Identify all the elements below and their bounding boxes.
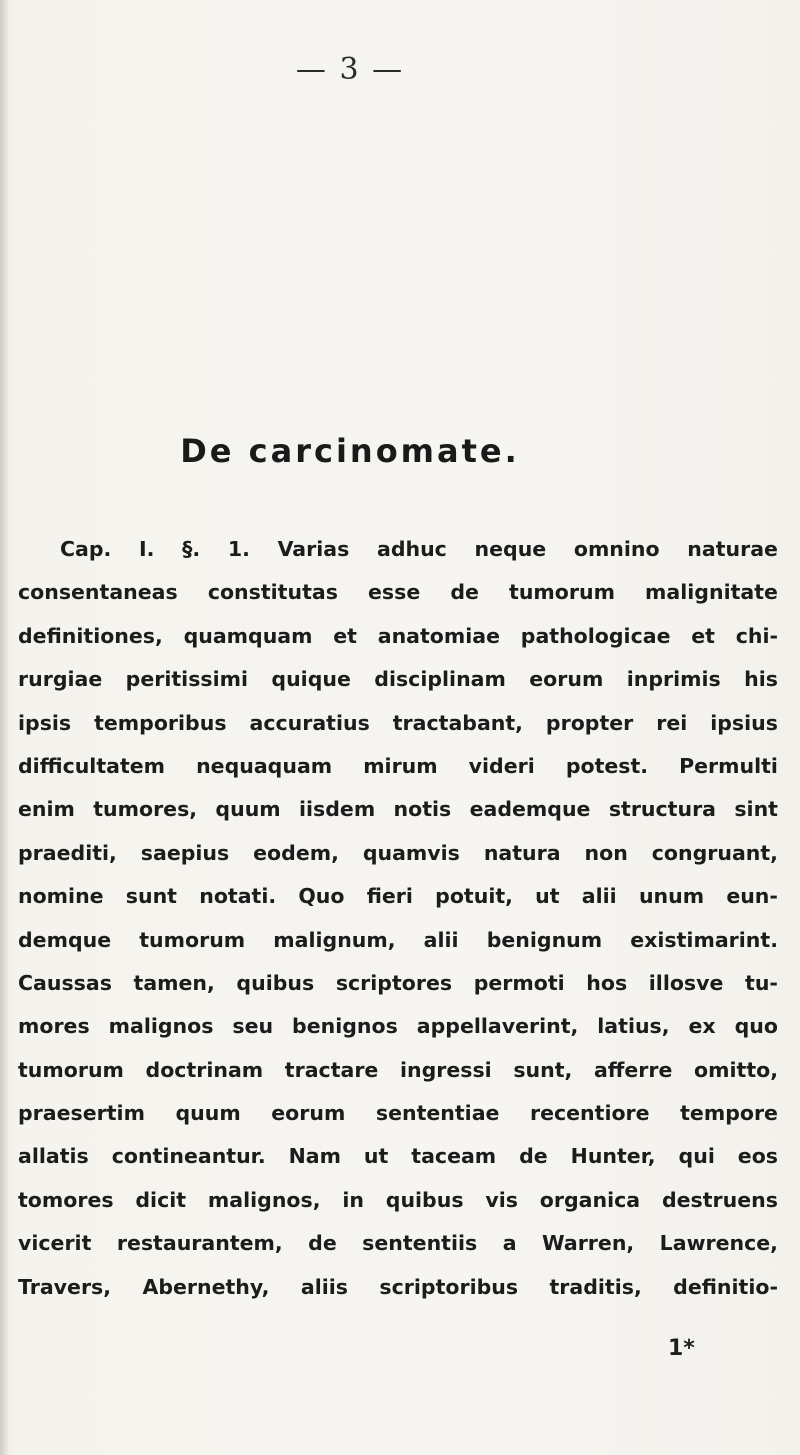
word: latius, — [597, 1014, 670, 1039]
page-number: — 3 — — [295, 52, 405, 87]
word: rurgiae — [18, 667, 103, 692]
word: quamvis — [362, 840, 460, 865]
word: recentiore — [529, 1101, 650, 1126]
word: potuit, — [435, 884, 513, 909]
text-line — [18, 1135, 778, 1178]
word: propter — [545, 710, 634, 735]
text-line — [18, 1266, 778, 1309]
word: in — [342, 1187, 364, 1212]
word: doctrinam — [145, 1057, 264, 1082]
word: tumorum — [18, 1057, 124, 1082]
word: chi- — [735, 623, 778, 648]
word: peritissimi — [125, 667, 249, 692]
word: restaurantem, — [116, 1231, 283, 1256]
word: omitto, — [694, 1057, 778, 1082]
word: scriptores — [335, 970, 453, 995]
word: naturae — [687, 537, 778, 561]
text-line — [18, 919, 778, 962]
word: existimarint. — [630, 927, 778, 952]
word: eorum — [529, 667, 604, 692]
word: vicerit — [18, 1231, 92, 1256]
word: Quo — [298, 884, 345, 909]
word: quibus — [385, 1187, 464, 1212]
word: omnino — [573, 537, 660, 561]
word: accuratius — [249, 710, 370, 735]
word: eodem, — [253, 840, 339, 865]
word: contineantur. — [111, 1144, 266, 1169]
word: quibus — [236, 970, 315, 995]
word: Hunter, — [570, 1144, 656, 1169]
word: tumorum — [509, 580, 615, 605]
word: tractabant, — [392, 710, 523, 735]
word: sunt — [125, 884, 177, 909]
word: Varias — [277, 537, 350, 561]
signature-mark: 1* — [668, 1336, 695, 1361]
word: malignum, — [273, 927, 396, 952]
text-line — [18, 658, 778, 701]
word: illosve — [648, 970, 724, 995]
text-line — [18, 1179, 778, 1222]
word: tu- — [745, 970, 778, 995]
word: a — [502, 1231, 517, 1256]
word: notis — [393, 797, 452, 822]
text-line — [18, 702, 778, 745]
word: eademque — [469, 797, 591, 822]
word: ipsis — [18, 710, 72, 735]
word: anatomiae — [377, 623, 501, 648]
text-line — [18, 1222, 778, 1265]
word: Warren, — [541, 1231, 635, 1256]
word: nequaquam — [196, 753, 333, 778]
word: pathologicae — [520, 623, 671, 648]
word: Lawrence, — [659, 1231, 778, 1256]
text-line — [18, 1049, 778, 1092]
word: quamquam — [183, 623, 313, 648]
word: Nam — [288, 1144, 341, 1169]
word: potest. — [565, 753, 649, 778]
page-spine-edge — [0, 0, 8, 1455]
text-line — [18, 745, 778, 788]
word: tomores — [18, 1187, 114, 1212]
word: qui — [678, 1144, 715, 1169]
text-line — [18, 788, 778, 831]
word: de — [450, 580, 479, 605]
word: quique — [271, 667, 351, 692]
word: Permulti — [679, 753, 778, 778]
body-text — [18, 528, 778, 1309]
text-line — [18, 571, 778, 614]
word: sententiis — [362, 1231, 478, 1256]
word: scriptoribus — [379, 1274, 519, 1299]
word: praesertim — [18, 1101, 145, 1126]
word: rei — [656, 710, 688, 735]
word: de — [519, 1144, 548, 1169]
word: difficultatem — [18, 753, 166, 778]
word: eos — [737, 1144, 778, 1169]
word: Cap. — [60, 537, 112, 561]
word: I. — [139, 537, 155, 561]
word: ex — [688, 1014, 716, 1039]
word: traditis, — [549, 1274, 642, 1299]
word: benignos — [292, 1014, 398, 1039]
word: appellaverint, — [416, 1014, 579, 1039]
word: mores — [18, 1014, 90, 1039]
word: notati. — [199, 884, 277, 909]
word: esse — [368, 580, 421, 605]
word: malignos, — [207, 1187, 321, 1212]
text-line — [18, 615, 778, 658]
text-line — [18, 1092, 778, 1135]
word: §. — [182, 537, 201, 561]
word: mirum — [363, 753, 438, 778]
word: enim — [18, 797, 75, 822]
word: ut — [363, 1144, 389, 1169]
word: hos — [586, 970, 628, 995]
text-line — [18, 962, 778, 1005]
word: structura — [608, 797, 717, 822]
word: malignos — [108, 1014, 214, 1039]
chapter-title: De carcinomate. — [180, 432, 520, 470]
word: eun- — [726, 884, 778, 909]
word: temporibus — [94, 710, 227, 735]
word: benignum — [486, 927, 603, 952]
word: fieri — [366, 884, 413, 909]
word: alii — [423, 927, 459, 952]
word: et — [691, 623, 715, 648]
word: quo — [734, 1014, 778, 1039]
word: disciplinam — [374, 667, 506, 692]
word: tumorum — [139, 927, 246, 952]
word: tractare — [284, 1057, 379, 1082]
word: Caussas — [18, 970, 112, 995]
word: sententiae — [375, 1101, 500, 1126]
word: constitutas — [207, 580, 338, 605]
word: vis — [485, 1187, 518, 1212]
word: de — [308, 1231, 337, 1256]
word: saepius — [140, 840, 230, 865]
word: tumores, — [93, 797, 198, 822]
word: tempore — [680, 1101, 778, 1126]
text-line — [18, 1005, 778, 1048]
word: sint — [734, 797, 778, 822]
word: non — [584, 840, 628, 865]
word: definitiones, — [18, 623, 163, 648]
word: allatis — [18, 1144, 89, 1169]
word: ut — [535, 884, 560, 909]
word: malignitate — [645, 580, 778, 605]
word: praediti, — [18, 840, 117, 865]
word: alii — [581, 884, 617, 909]
word: tamen, — [133, 970, 215, 995]
word: et — [333, 623, 357, 648]
word: Travers, — [18, 1274, 112, 1299]
word: eorum — [271, 1101, 346, 1126]
word: neque — [474, 537, 547, 561]
word: his — [744, 667, 778, 692]
word: Abernethy, — [142, 1274, 270, 1299]
word: seu — [232, 1014, 274, 1039]
word: sunt, — [513, 1057, 573, 1082]
word: natura — [483, 840, 561, 865]
word: quum — [175, 1101, 241, 1126]
word: demque — [18, 927, 112, 952]
word: iisdem — [299, 797, 376, 822]
word: afferre — [593, 1057, 673, 1082]
word: congruant, — [651, 840, 778, 865]
word: permoti — [473, 970, 565, 995]
word: nomine — [18, 884, 104, 909]
text-line — [18, 832, 778, 875]
word: taceam — [411, 1144, 497, 1169]
word: ingressi — [399, 1057, 492, 1082]
text-line — [18, 875, 778, 918]
word: inprimis — [626, 667, 721, 692]
word: dicit — [135, 1187, 187, 1212]
word: 1. — [227, 537, 250, 561]
word: organica — [539, 1187, 641, 1212]
word: aliis — [300, 1274, 348, 1299]
word: ipsius — [710, 710, 778, 735]
word: unum — [638, 884, 705, 909]
word: destruens — [661, 1187, 778, 1212]
word: quum — [215, 797, 281, 822]
word: definitio- — [673, 1274, 778, 1299]
word: videri — [468, 753, 535, 778]
text-line — [18, 528, 778, 571]
word: adhuc — [376, 537, 447, 561]
word: consentaneas — [18, 580, 178, 605]
